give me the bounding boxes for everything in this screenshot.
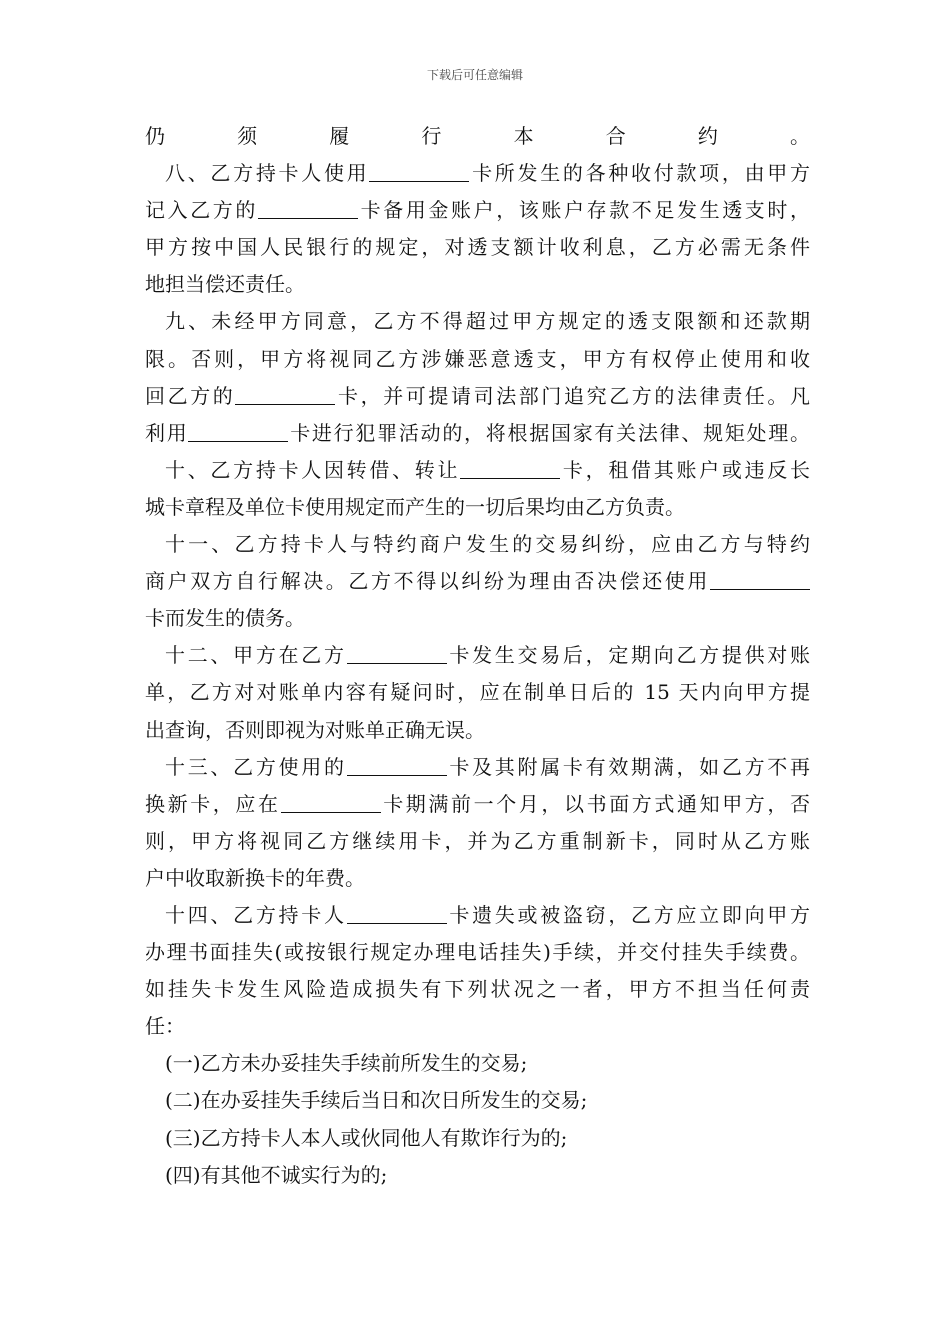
text-line (145, 823, 810, 860)
text-span: 换新卡，应在 (145, 791, 281, 816)
text-span: 卡遗失或被盗窃，乙方应立即向甲方 (446, 902, 811, 927)
text-span: (三)乙方持卡人本人或伙同他人有欺诈行为的; (165, 1125, 568, 1150)
text-line (145, 489, 810, 526)
text-span: 十二、甲方在乙方 (165, 643, 347, 668)
text-line (145, 860, 810, 897)
fill-in-blank (347, 753, 447, 776)
text-span: 八、乙方持卡人使用 (165, 161, 370, 186)
text-line (145, 563, 810, 600)
text-span: 卡发生交易后，定期向乙方提供对账 (446, 643, 811, 668)
fill-in-blank (188, 419, 288, 442)
text-span: 如挂失卡发生风险造成损失有下列状况之一者，甲方不担当任何责 (145, 977, 810, 1002)
text-span: 卡及其附属卡有效期满，如乙方不再 (446, 754, 811, 779)
text-span: 卡，租借其账户或违反长 (560, 457, 811, 482)
fill-in-blank (235, 382, 335, 405)
text-line (145, 229, 810, 266)
fill-in-blank (258, 196, 358, 219)
fill-in-blank (369, 159, 469, 182)
text-line (145, 1008, 810, 1045)
text-line (145, 192, 810, 229)
text-line (145, 1082, 810, 1119)
text-line (145, 303, 810, 340)
text-span: 卡备用金账户，该账户存款不足发生透支时， (358, 198, 810, 223)
text-line (145, 749, 810, 786)
text-line (145, 341, 810, 378)
text-line (145, 934, 810, 971)
text-line (145, 897, 810, 934)
text-span: 出查询，否则即视为对账单正确无误。 (145, 717, 485, 742)
fill-in-blank (460, 456, 560, 479)
text-span: 卡进行犯罪活动的，将根据国家有关法律、规矩处理。 (288, 420, 811, 445)
text-line (145, 118, 810, 155)
text-line (145, 1157, 810, 1194)
text-span: 单，乙方对对账单内容有疑问时，应在制单日后的 15 天内向甲方提 (145, 680, 810, 705)
page-header: 下载后可任意编辑 (426, 68, 523, 82)
text-line (145, 266, 810, 303)
text-span: (一)乙方未办妥挂失手续前所发生的交易; (165, 1051, 528, 1076)
text-span: 商户双方自行解决。乙方不得以纠纷为理由否决偿还使用 (145, 569, 710, 594)
text-span: 任： (145, 1014, 185, 1039)
text-span: 户中收取新换卡的年费。 (145, 865, 365, 890)
text-span: 卡所发生的各种收付款项，由甲方 (469, 161, 810, 186)
text-span: 九、未经甲方同意，乙方不得超过甲方规定的透支限额和还款期 (165, 309, 810, 334)
text-span: 十、乙方持卡人因转借、转让 (165, 457, 461, 482)
text-span: 甲方按中国人民银行的规定，对透支额计收利息，乙方必需无条件 (145, 235, 810, 260)
text-line (145, 526, 810, 563)
text-line (145, 378, 810, 415)
text-span: 卡而发生的债务。 (145, 606, 305, 631)
text-span: 仍须履行本合约。 (145, 124, 810, 148)
text-line (145, 600, 810, 637)
text-line (145, 452, 810, 489)
contract-body (145, 118, 810, 1194)
text-line (145, 637, 810, 674)
text-span: 利用 (145, 420, 189, 445)
text-span: 回乙方的 (145, 383, 236, 408)
text-span: 十四、乙方持卡人 (165, 902, 347, 927)
text-span: 记入乙方的 (145, 198, 258, 223)
text-line (145, 674, 810, 711)
text-span: 办理书面挂失(或按银行规定办理电话挂失)手续，并交付挂失手续费。 (145, 940, 810, 965)
text-span: 地担当偿还责任。 (145, 272, 305, 297)
text-line (145, 712, 810, 749)
text-line (145, 1045, 810, 1082)
fill-in-blank (347, 901, 447, 924)
fill-in-blank (347, 641, 447, 664)
text-span: 卡期满前一个月，以书面方式通知甲方，否 (380, 791, 811, 816)
text-span: 则，甲方将视同乙方继续用卡，并为乙方重制新卡，同时从乙方账 (145, 828, 810, 853)
text-line (145, 155, 810, 192)
text-line (145, 971, 810, 1008)
fill-in-blank (710, 567, 810, 590)
text-span: (二)在办妥挂失手续后当日和次日所发生的交易; (165, 1088, 588, 1113)
text-span: (四)有其他不诚实行为的; (165, 1162, 388, 1187)
text-line (145, 1120, 810, 1157)
text-line (145, 415, 810, 452)
text-span: 十一、乙方持卡人与特约商户发生的交易纠纷，应由乙方与特约 (165, 532, 810, 557)
text-span: 限。否则，甲方将视同乙方涉嫌恶意透支，甲方有权停止使用和收 (145, 346, 810, 371)
text-line (145, 786, 810, 823)
text-span: 十三、乙方使用的 (165, 754, 347, 779)
fill-in-blank (281, 790, 381, 813)
text-span: 城卡章程及单位卡使用规定而产生的一切后果均由乙方负责。 (145, 494, 685, 519)
text-span: 卡，并可提请司法部门追究乙方的法律责任。凡 (335, 383, 811, 408)
